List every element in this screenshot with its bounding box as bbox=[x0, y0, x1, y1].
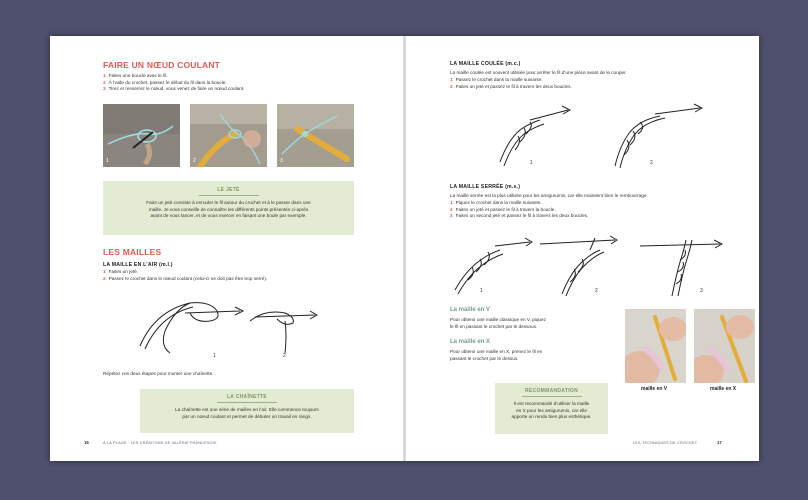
serree-intro: La maille serrée est la plus utilisée pour les amigurumis, car elle maintient bien le rembourrage. bbox=[450, 193, 648, 198]
steps-coulee bbox=[450, 77, 740, 90]
divider bbox=[199, 195, 259, 196]
box-text: La chaînette est une série de mailles en l’air. Elle commence toujours par un nœud coulant et permet de débuter un travail en rangs. bbox=[175, 407, 319, 419]
photo-label: 1 bbox=[106, 158, 109, 164]
text-maille-v: Pour obtenir une maille classique en V, piquez le fil en passant le crochet par le dessous. bbox=[450, 317, 546, 329]
photo-label: 2 bbox=[193, 158, 196, 164]
page-footer: À LA PLAGE · LES CRÉATIONS DE VALÉRIE FRANCESCHI bbox=[103, 441, 217, 445]
subtitle-maille-coulee: LA MAILLE COULÉE (m.c.) bbox=[450, 61, 521, 67]
step-item: 1 Faites une boucle avec le fil. bbox=[103, 73, 168, 78]
box-text: Faire un jeté consiste à enrouler le fil autour du crochet et à le passer dans une maille. Je vous conseille de connaître les différents points présentés ci-après avant de vous lancer, et de vous exercer en faisant une boule par exemple. bbox=[146, 200, 311, 218]
fig-label: 1 bbox=[530, 160, 533, 166]
repeat-text: Répétez ces deux étapes pour monter une chaînette. bbox=[103, 371, 214, 376]
steps-noeud bbox=[103, 73, 363, 93]
text-maille-x: Pour obtenir une maille en X, prenez le fil en passant le crochet par le dessus. bbox=[450, 349, 543, 361]
section-title-noeud: FAIRE UN NŒUD COULANT bbox=[103, 60, 221, 70]
page-footer: LES TECHNIQUES DE CROCHET bbox=[633, 441, 698, 445]
step-item: 2 Faites un jeté et passez le fil à travers les deux boucles. bbox=[450, 83, 572, 89]
diagram-maille-serree bbox=[450, 232, 750, 300]
caption-maille-v: maille en V bbox=[641, 386, 668, 392]
fig-label: 2 bbox=[650, 160, 653, 166]
info-box-recommandation bbox=[495, 383, 608, 434]
photo-noeud-1 bbox=[103, 104, 180, 167]
section-title-mailles: LES MAILLES bbox=[103, 247, 162, 257]
box-text: Il est recommandé d’utiliser la maille en X pour les amigurumis, car elle apporte un rendu bien plus esthétique. bbox=[511, 401, 592, 419]
coulee-intro: La maille coulée est souvent utilisée pour arrêter le fil d’une pièce avant de le couper. bbox=[450, 70, 627, 75]
photo-noeud-3 bbox=[277, 104, 354, 167]
steps-air bbox=[103, 269, 373, 282]
divider bbox=[522, 396, 582, 397]
fig-label: 3 bbox=[700, 288, 703, 294]
info-box-jete bbox=[103, 181, 354, 235]
fig-label: 2 bbox=[595, 288, 598, 294]
photo-maille-x bbox=[694, 309, 755, 383]
subtitle-maille-serree: LA MAILLE SERRÉE (m.s.) bbox=[450, 184, 521, 190]
diagram-maille-air bbox=[135, 291, 325, 361]
step-item: 2 Passez le crochet dans le nœud coulant (celui-ci ne doit pas être trop serré). bbox=[103, 275, 268, 281]
photo-noeud-2 bbox=[190, 104, 267, 167]
photo-label: 3 bbox=[280, 158, 283, 164]
box-title: RECOMMANDATION bbox=[525, 388, 578, 394]
divider bbox=[217, 402, 277, 403]
subtitle-maille-air: LA MAILLE EN L’AIR (m.l.) bbox=[103, 262, 173, 268]
step-item: 3 Faites un second jeté et passez le fil à travers les deux boucles. bbox=[450, 213, 589, 218]
diagram-maille-coulee bbox=[490, 100, 710, 172]
box-title: LE JETÉ bbox=[217, 187, 240, 193]
caption-maille-x: maille en X bbox=[710, 386, 737, 392]
page-number: 17 bbox=[717, 440, 722, 445]
steps-serree bbox=[450, 200, 740, 220]
page-number: 16 bbox=[84, 440, 89, 445]
left-page bbox=[50, 36, 404, 461]
step-item: 1 Piquez le crochet dans la maille suivante. bbox=[450, 200, 542, 205]
photo-maille-v bbox=[625, 309, 686, 383]
step-item: 2 À l’aide du crochet, passez le début du fil dans la boucle. bbox=[103, 79, 227, 85]
right-page bbox=[405, 36, 759, 461]
step-item: 3 Tirez et resserrez le nœud, vous venez de faire un nœud coulant. bbox=[103, 86, 245, 91]
box-title: LA CHAÎNETTE bbox=[226, 394, 268, 400]
fig-label: 1 bbox=[480, 288, 483, 294]
title-maille-x: La maille en X bbox=[450, 339, 491, 345]
fig-label: 2 bbox=[283, 353, 286, 359]
step-item: 1 Faites un jeté. bbox=[103, 269, 139, 274]
fig-label: 1 bbox=[213, 353, 216, 359]
title-maille-v: La maille en V bbox=[450, 307, 491, 313]
step-item: 1 Passez le crochet dans la maille suivante. bbox=[450, 77, 543, 82]
info-box-chainette bbox=[140, 389, 354, 433]
step-item: 2 Faites un jeté et passez le fil à travers la boucle. bbox=[450, 206, 556, 212]
book-spread bbox=[50, 36, 759, 461]
